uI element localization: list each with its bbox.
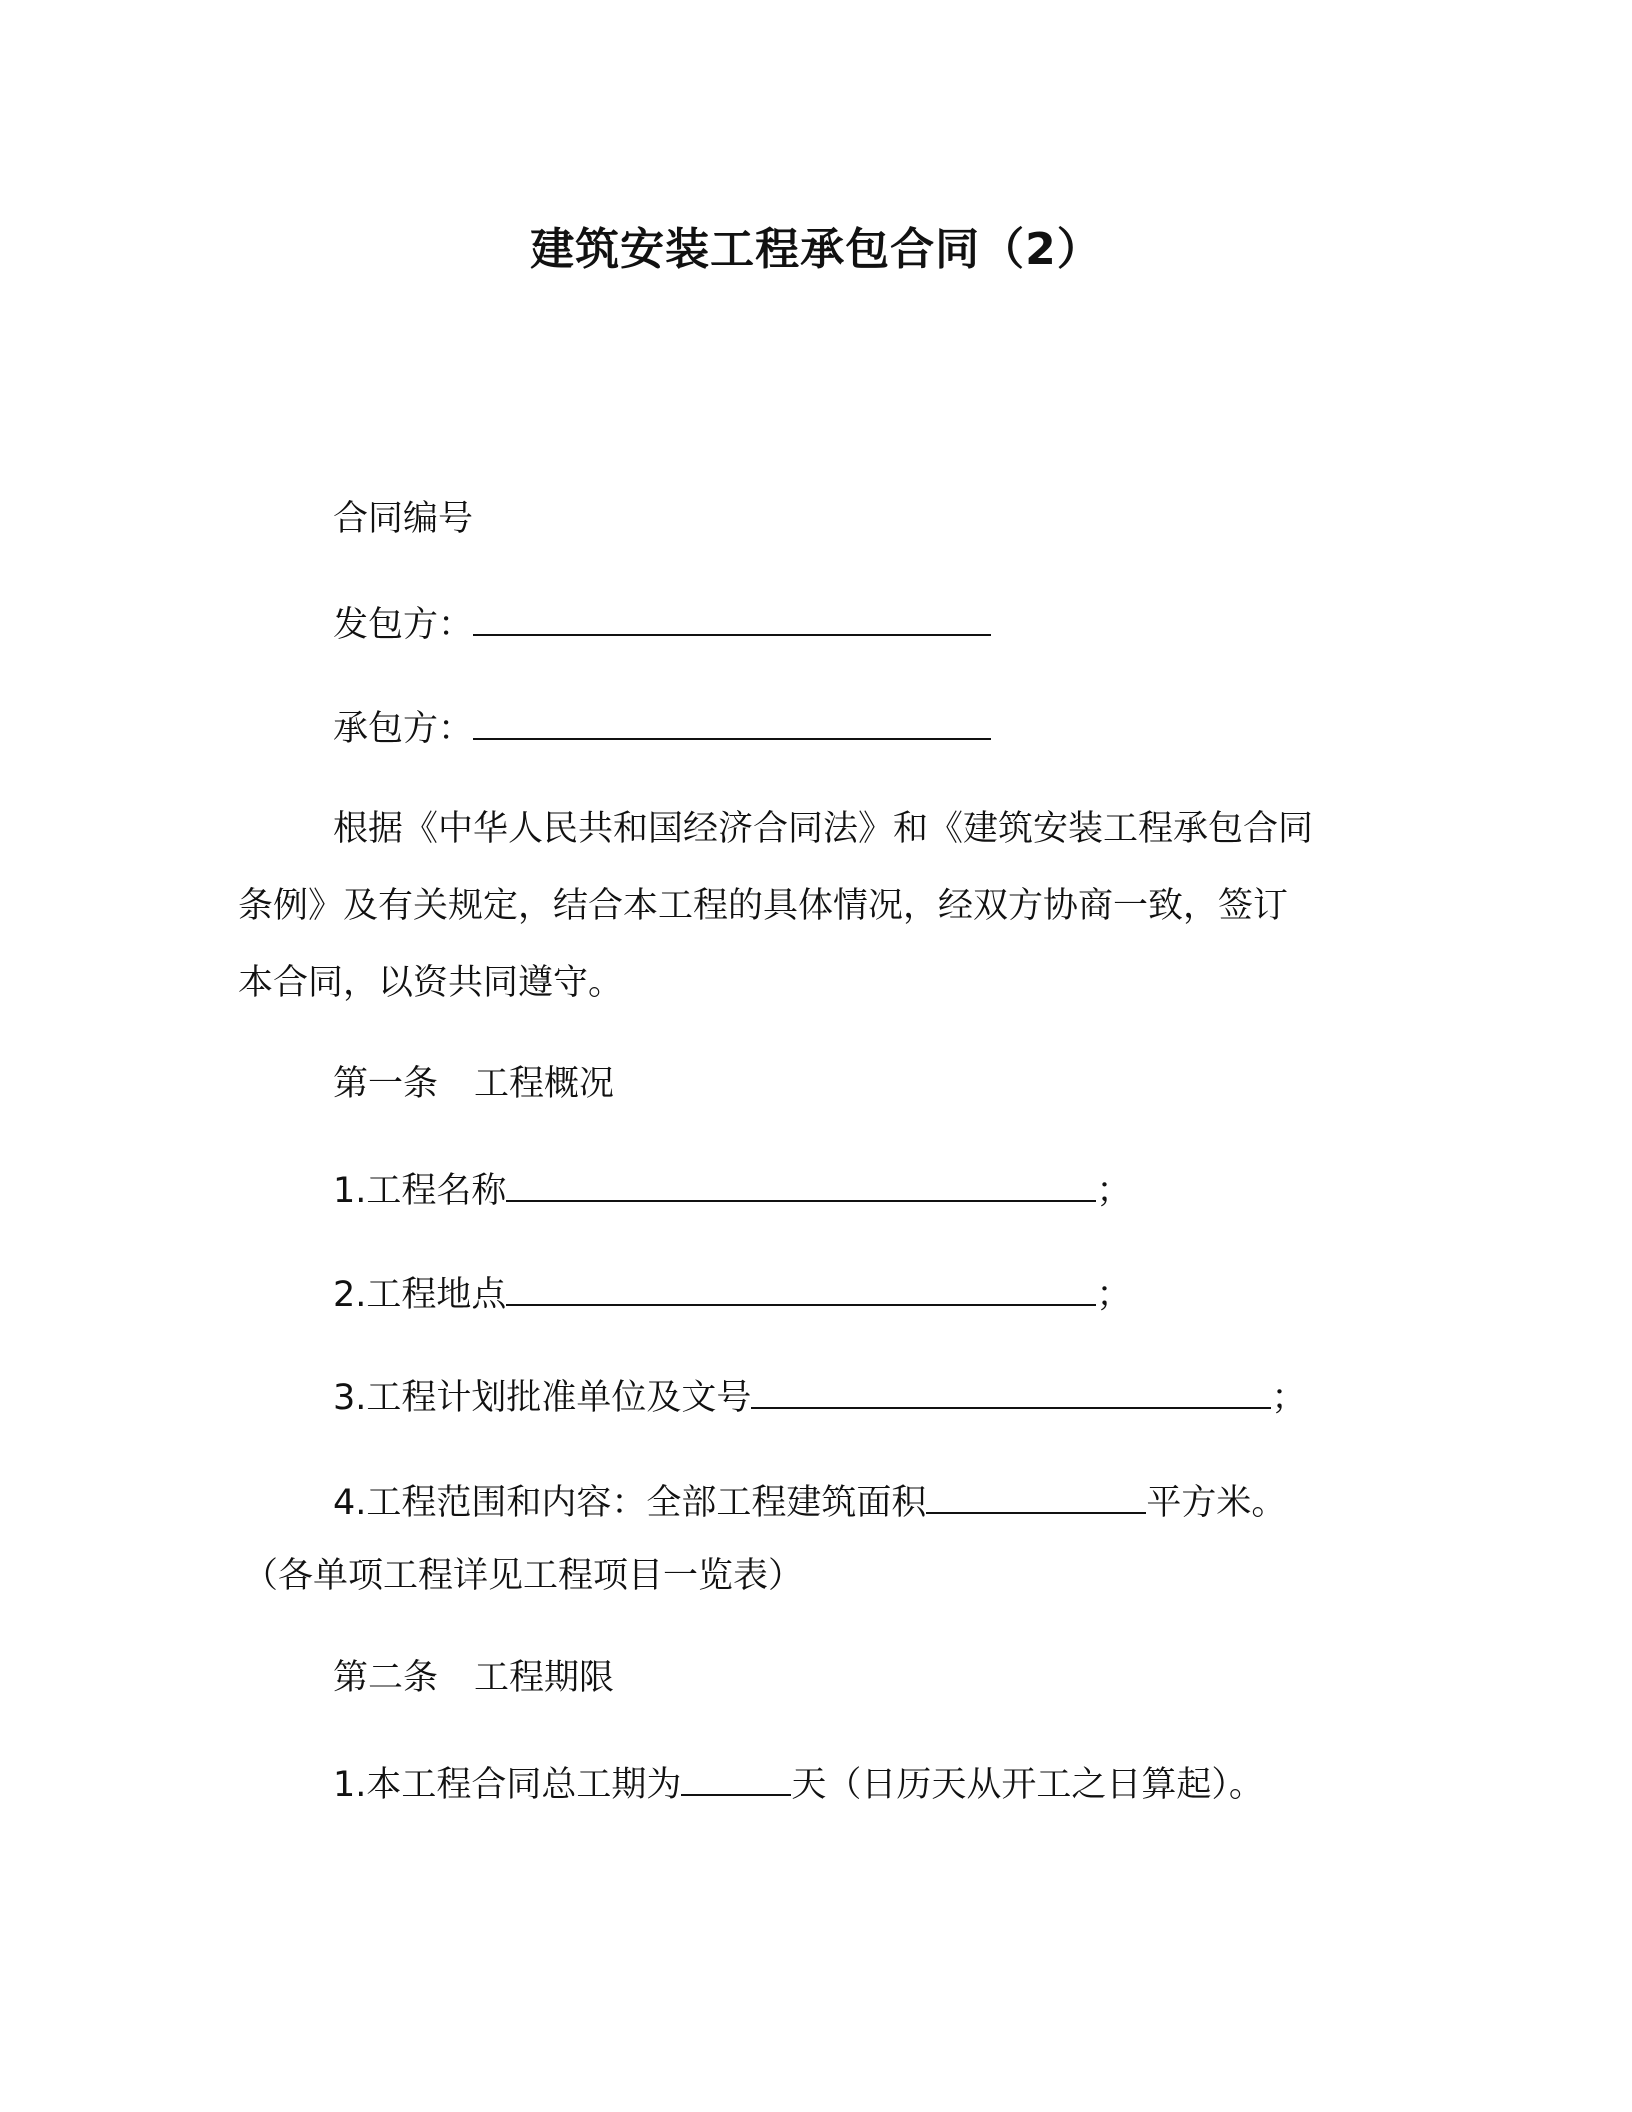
intro-line-3: 本合同，以资共同遵守。 — [238, 963, 624, 1003]
document-title: 建筑安装工程承包合同（2） — [530, 224, 1102, 275]
party-b-label: 承包方： — [333, 709, 474, 749]
party-a-row — [333, 598, 991, 649]
project-name-label: 1.工程名称 — [333, 1171, 507, 1211]
party-b-blank[interactable] — [473, 702, 991, 740]
article-1-item-2 — [333, 1268, 1131, 1319]
intro-line-1: 根据《中华人民共和国经济合同法》和《建筑安装工程承包合同 — [333, 809, 1314, 849]
article-1-title: 工程概况 — [474, 1064, 615, 1104]
article-1-item-3 — [333, 1371, 1306, 1422]
project-location-label: 2.工程地点 — [333, 1275, 507, 1315]
article-2-number: 第二条 — [333, 1658, 439, 1698]
semicolon: ； — [1096, 1275, 1132, 1315]
article-1-item-1 — [333, 1164, 1131, 1215]
article-1-number: 第一条 — [333, 1064, 439, 1104]
party-b-row — [333, 702, 991, 753]
article-1-item-4 — [333, 1476, 1286, 1527]
intro-line-2: 条例》及有关规定，结合本工程的具体情况，经双方协商一致，签订 — [238, 886, 1289, 926]
project-location-blank[interactable] — [506, 1268, 1096, 1306]
party-a-label: 发包方： — [333, 605, 474, 645]
building-area-unit: 平方米。 — [1146, 1483, 1287, 1523]
duration-unit: 天（日历天从开工之日算起）。 — [791, 1765, 1264, 1805]
party-a-blank[interactable] — [473, 598, 991, 636]
article-2-title: 工程期限 — [474, 1658, 615, 1698]
semicolon: ； — [1096, 1171, 1132, 1211]
project-name-blank[interactable] — [506, 1164, 1096, 1202]
semicolon: ； — [1271, 1378, 1307, 1418]
article-2-item-1 — [333, 1758, 1264, 1809]
duration-blank[interactable] — [681, 1758, 791, 1796]
approval-unit-blank[interactable] — [751, 1371, 1271, 1409]
building-area-blank[interactable] — [926, 1476, 1146, 1514]
duration-label: 1.本工程合同总工期为 — [333, 1765, 682, 1805]
article-1-item-4-note: （各单项工程详见工程项目一览表） — [243, 1556, 804, 1596]
building-area-label: 4.工程范围和内容：全部工程建筑面积 — [333, 1483, 927, 1523]
contract-number-label: 合同编号 — [333, 499, 474, 539]
approval-unit-label: 3.工程计划批准单位及文号 — [333, 1378, 752, 1418]
article-2-heading — [333, 1654, 614, 1702]
article-1-heading — [333, 1060, 614, 1108]
